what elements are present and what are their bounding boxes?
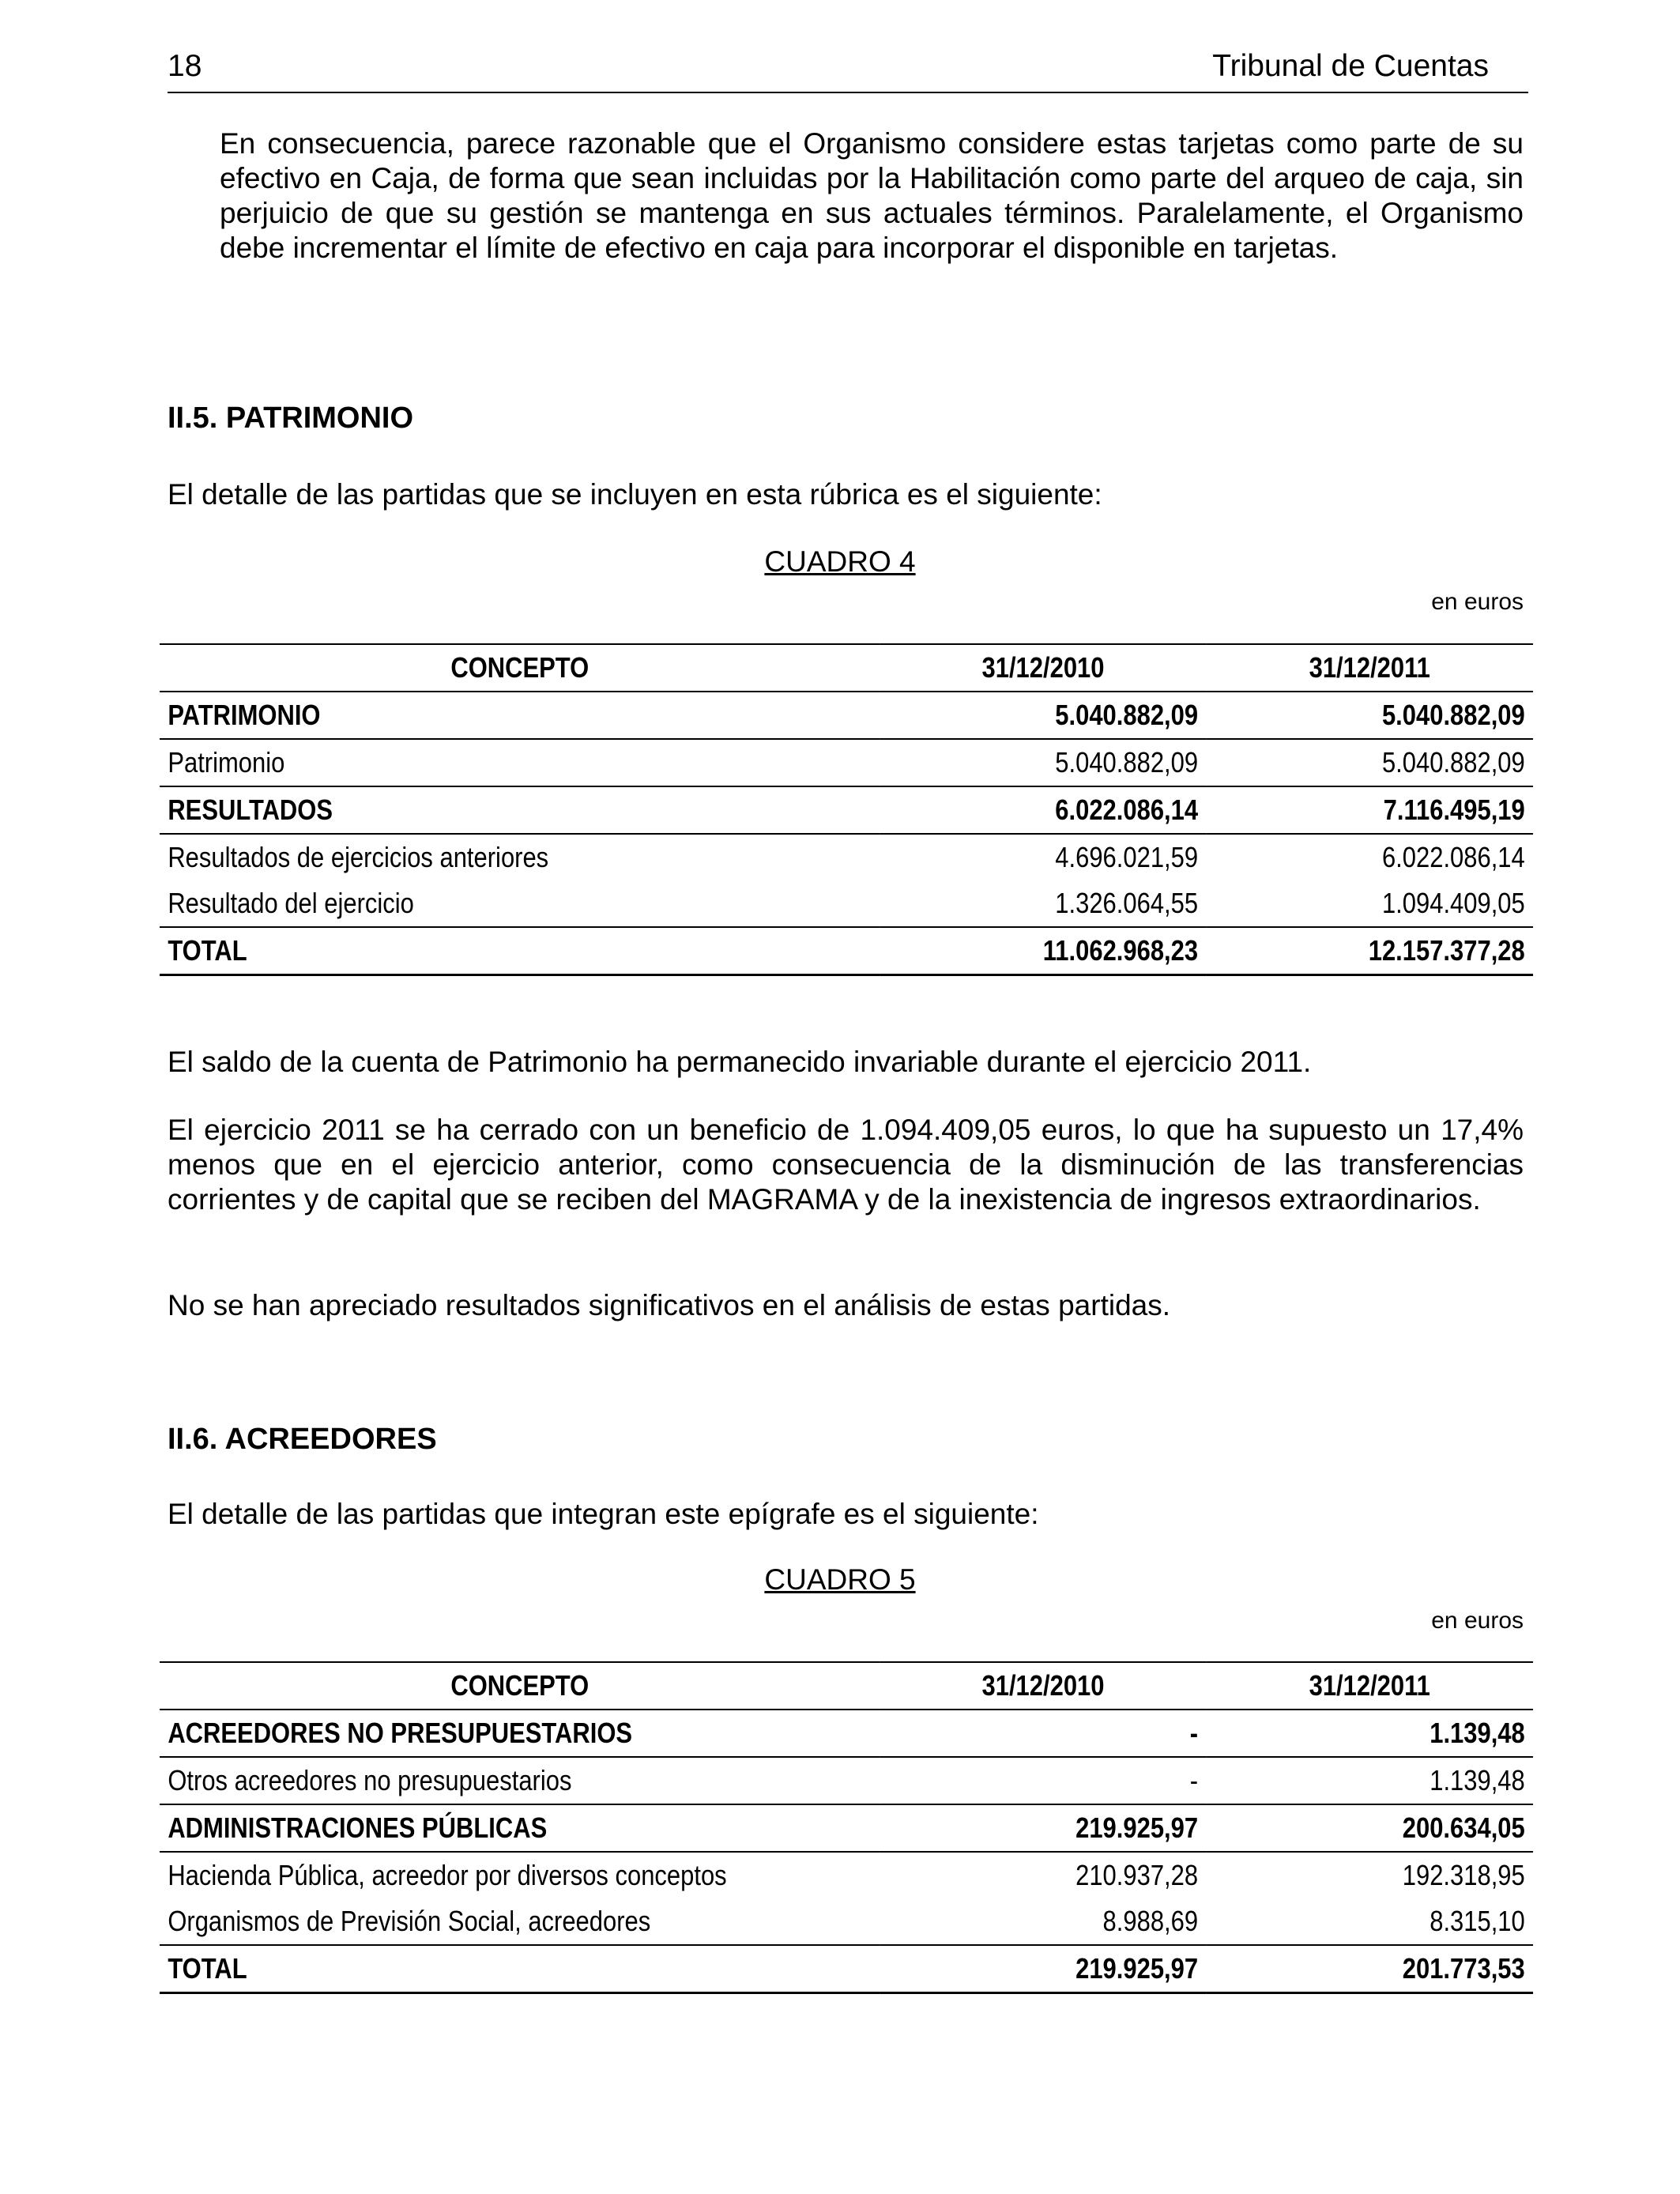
row-concept: Resultados de ejercicios anteriores [168,841,549,873]
table-row [160,739,1533,786]
header-source: Tribunal de Cuentas [1212,49,1489,83]
cuadro-5-units: en euros [1431,1608,1524,1634]
table-row [160,1757,1533,1804]
row-value-2010: 219.925,97 [880,1804,1207,1852]
row-concept: Organismos de Previsión Social, acreedores [160,1898,880,1945]
row-value-2010: 210.937,28 [1075,1859,1199,1891]
cuadro-5-table [160,1661,1533,1994]
column-header: CONCEPTO [160,1662,880,1710]
row-value-2011: 6.022.086,14 [1381,841,1525,873]
row-concept: TOTAL [160,1945,880,1993]
row-value-2011: 1.094.409,05 [1206,880,1533,927]
row-concept: ACREEDORES NO PRESUPUESTARIOS [160,1710,880,1757]
row-value-2010: - [880,1757,1207,1804]
table-row [160,880,1533,927]
row-value-2011: 12.157.377,28 [1206,927,1533,975]
table-row [160,1852,1533,1898]
row-value-2010: 11.062.968,23 [880,927,1207,975]
page-number: 18 [168,49,202,83]
column-header: CONCEPTO [160,644,880,692]
row-concept: TOTAL [160,927,880,975]
cuadro-5-title: CUADRO 5 [764,1563,916,1596]
table-row [160,1804,1533,1852]
row-value-2010: 1.326.064,55 [880,880,1207,927]
table-row [160,692,1533,739]
patrimonio-note-1: El saldo de la cuenta de Patrimonio ha permanecido invariable durante el ejercicio 2011. [168,1046,1312,1078]
table-total-row [160,1945,1533,1993]
row-value-2011: 192.318,95 [1402,1859,1525,1891]
row-value-2011: 1.139,48 [1206,1710,1533,1757]
row-value-2010: 219.925,97 [880,1945,1207,1993]
column-header: 31/12/2010 [880,1662,1207,1710]
row-concept: Otros acreedores no presupuestarios [160,1757,880,1804]
row-value-2011: 200.634,05 [1206,1804,1533,1852]
row-value-2010: 6.022.086,14 [880,786,1207,834]
row-concept: PATRIMONIO [160,692,880,739]
page-header [168,46,1528,93]
row-value-2010: 5.040.882,09 [880,692,1207,739]
acreedores-lead: El detalle de las partidas que integran este epígrafe es el siguiente: [168,1498,1039,1530]
cuadro-4-table [160,643,1533,976]
table-header-row [160,1662,1533,1710]
row-concept: Hacienda Pública, acreedor por diversos conceptos [168,1859,727,1891]
table-total-row [160,927,1533,975]
column-header: 31/12/2011 [1206,1662,1533,1710]
row-value-2010: 5.040.882,09 [880,739,1207,786]
row-value-2011: 201.773,53 [1206,1945,1533,1993]
column-header: 31/12/2010 [880,644,1207,692]
section-heading-patrimonio: II.5. PATRIMONIO [168,401,414,435]
table-header-row [160,644,1533,692]
table-row [160,1898,1533,1945]
table-row [160,1710,1533,1757]
patrimonio-note-3: No se han apreciado resultados significativos en el análisis de estas partidas. [168,1289,1171,1321]
row-concept: ADMINISTRACIONES PÚBLICAS [160,1804,880,1852]
row-value-2010: 4.696.021,59 [1055,841,1199,873]
row-concept: Patrimonio [160,739,880,786]
section-heading-acreedores: II.6. ACREEDORES [168,1423,437,1456]
patrimonio-note-2: El ejercicio 2011 se ha cerrado con un beneficio de 1.094.409,05 euros, lo que ha supuesto un 17,4% menos que en el ejercicio anterior, como consecuencia de la disminución de las transferencias corrientes y de capital que se reciben del MAGRAMA y de la inexistencia de ingresos extraordinarios. [168,1114,1524,1216]
row-value-2010: 8.988,69 [880,1898,1207,1945]
intro-paragraph: En consecuencia, parece razonable que el Organismo considere estas tarjetas como parte de su efectivo en Caja, de forma que sean incluidas por la Habilitación como parte del arqueo de caja, sin perjuicio de que su gestión se mantenga en sus actuales términos. Paralelamente, el Organismo debe incrementar el límite de efectivo en caja para incorporar el disponible en tarjetas. [220,127,1524,264]
table-row [160,834,1533,880]
cuadro-4-units: en euros [1431,589,1524,615]
row-value-2011: 8.315,10 [1206,1898,1533,1945]
row-value-2011: 1.139,48 [1206,1757,1533,1804]
column-header: 31/12/2011 [1206,644,1533,692]
table-row [160,786,1533,834]
row-value-2010: - [880,1710,1207,1757]
row-value-2011: 7.116.495,19 [1206,786,1533,834]
row-value-2011: 5.040.882,09 [1206,692,1533,739]
patrimonio-lead: El detalle de las partidas que se incluyen en esta rúbrica es el siguiente: [168,478,1102,511]
row-value-2011: 5.040.882,09 [1206,739,1533,786]
cuadro-4-title: CUADRO 4 [764,545,916,578]
row-concept: Resultado del ejercicio [160,880,880,927]
row-concept: RESULTADOS [160,786,880,834]
